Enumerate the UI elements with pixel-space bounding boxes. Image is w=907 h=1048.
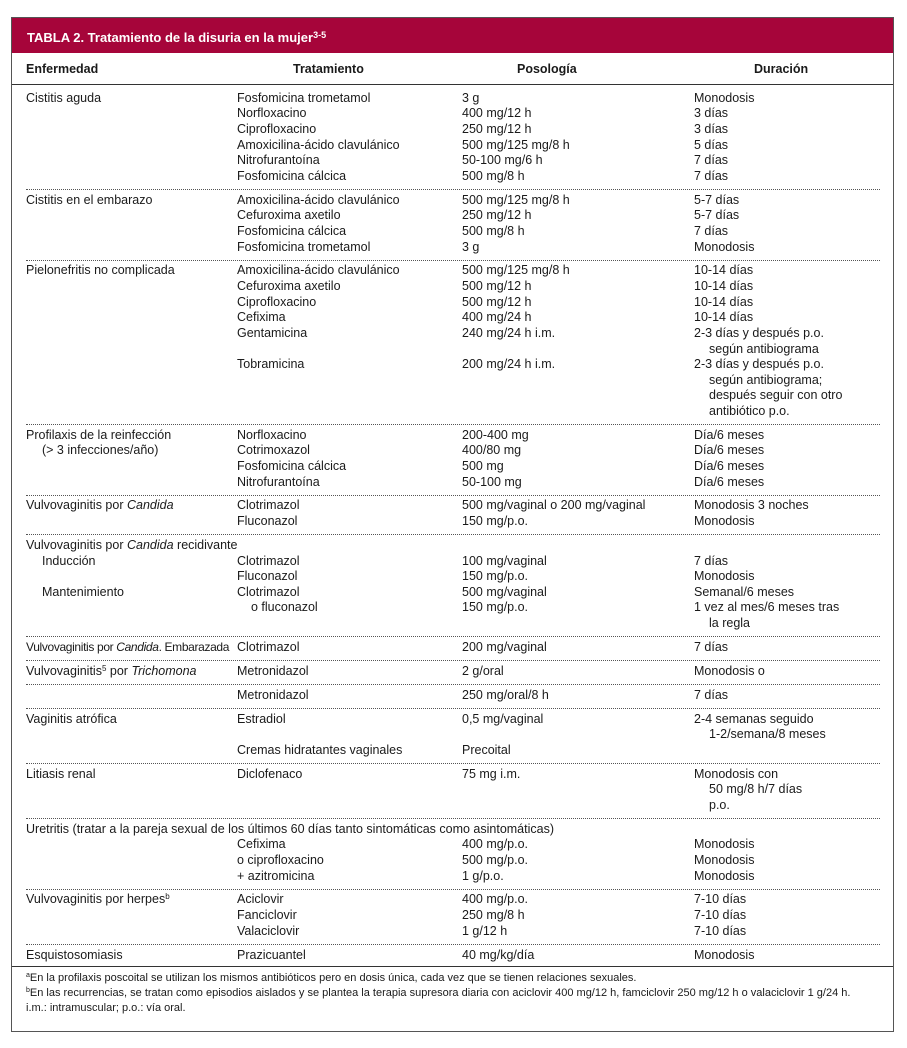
cell-tratamiento: Gentamicina xyxy=(237,326,308,340)
cell-enfermedad: Vulvovaginitis$^5$ por Trichomona xyxy=(26,664,197,678)
cell-tratamiento: Cremas hidratantes vaginales xyxy=(237,743,403,757)
row-separator xyxy=(26,708,880,709)
cell-duracion: según antibiograma xyxy=(709,342,819,356)
row-separator xyxy=(26,189,880,190)
header-enfermedad: Enfermedad xyxy=(26,62,99,76)
cell-tratamiento: Fosfomicina cálcica xyxy=(237,224,347,238)
cell-duracion: después seguir con otro xyxy=(709,388,843,402)
cell-posologia: 500 mg/vaginal o 200 mg/vaginal xyxy=(462,498,646,512)
row-separator xyxy=(26,660,880,661)
cell-posologia: 500 mg/12 h xyxy=(462,279,532,293)
cell-duracion: 1-2/semana/8 meses xyxy=(709,727,826,741)
cell-enfermedad: Vulvovaginitis por Candida recidivante xyxy=(26,538,238,552)
cell-tratamiento: Ciprofloxacino xyxy=(237,295,317,309)
cell-duracion: 50 mg/8 h/7 días xyxy=(709,782,803,796)
cell-tratamiento: Nitrofurantoína xyxy=(237,475,320,489)
cell-duracion: Monodosis xyxy=(694,91,755,105)
cell-tratamiento: Prazicuantel xyxy=(237,948,306,962)
cell-posologia: 40 mg/kg/día xyxy=(462,948,535,962)
cell-enfermedad-sub: Inducción xyxy=(42,554,96,568)
cell-tratamiento: Cefuroxima axetilo xyxy=(237,208,341,222)
cell-posologia: 400 mg/p.o. xyxy=(462,892,529,906)
table-frame xyxy=(11,17,894,1032)
cell-posologia: 400/80 mg xyxy=(462,443,522,457)
cell-posologia: 250 mg/12 h xyxy=(462,208,532,222)
cell-posologia: 3 g xyxy=(462,240,480,254)
cell-duracion: Monodosis con xyxy=(694,767,779,781)
cell-tratamiento: Clotrimazol xyxy=(237,640,300,654)
cell-enfermedad-italic: Candida xyxy=(126,498,174,512)
cell-duracion: 1 vez al mes/6 meses tras xyxy=(694,600,840,614)
cell-duracion: Monodosis xyxy=(694,569,755,583)
cell-duracion: Monodosis xyxy=(694,948,755,962)
header-duracion: Duración xyxy=(754,62,809,76)
cell-enfermedad: Vaginitis atrófica xyxy=(26,712,117,726)
cell-posologia: 150 mg/p.o. xyxy=(462,600,529,614)
cell-posologia: 500 mg/125 mg/8 h xyxy=(462,263,570,277)
cell-posologia: 500 mg/p.o. xyxy=(462,853,529,867)
cell-posologia: 75 mg i.m. xyxy=(462,767,521,781)
cell-posologia: 250 mg/12 h xyxy=(462,122,532,136)
cell-enfermedad: Cistitis aguda xyxy=(26,91,102,105)
row-separator xyxy=(26,889,880,890)
cell-duracion: Monodosis xyxy=(694,514,755,528)
cell-duracion: 7 días xyxy=(694,640,729,654)
cell-duracion: antibiótico p.o. xyxy=(709,404,790,418)
table-title-sup: 3-5 xyxy=(313,30,327,40)
cell-tratamiento: Clotrimazol xyxy=(237,554,300,568)
cell-posologia: 500 mg/125 mg/8 h xyxy=(462,138,570,152)
row-separator xyxy=(26,684,880,685)
cell-duracion: Día/6 meses xyxy=(694,428,765,442)
cell-duracion: Día/6 meses xyxy=(694,459,765,473)
cell-enfermedad-italic: Candida xyxy=(126,538,174,552)
cell-duracion: Día/6 meses xyxy=(694,475,765,489)
cell-duracion: 3 días xyxy=(694,122,729,136)
cell-posologia: Precoital xyxy=(462,743,511,757)
cell-posologia: 2 g/oral xyxy=(462,664,504,678)
cell-posologia: 500 mg xyxy=(462,459,504,473)
cell-tratamiento: Fosfomicina cálcica xyxy=(237,169,347,183)
cell-posologia: 1 g/12 h xyxy=(462,924,508,938)
cell-posologia: 50-100 mg xyxy=(462,475,522,489)
footnote-marker: b xyxy=(26,987,30,994)
cell-tratamiento: Metronidazol xyxy=(237,688,309,702)
cell-posologia: 150 mg/p.o. xyxy=(462,569,529,583)
cell-duracion: 2-3 días y después p.o. xyxy=(694,357,824,371)
cell-enfermedad: Cistitis en el embarazo xyxy=(26,193,153,207)
cell-tratamiento: Fosfomicina trometamol xyxy=(237,240,371,254)
cell-tratamiento: Nitrofurantoína xyxy=(237,153,320,167)
row-separator xyxy=(26,424,880,425)
cell-tratamiento: Clotrimazol xyxy=(237,498,300,512)
footnote: $^a$En la profilaxis poscoital se utilizan los mismos antibióticos pero en dosis única, cada vez que se tienen relaciones sexuales. xyxy=(26,972,637,984)
cell-posologia: 500 mg/vaginal xyxy=(462,585,547,599)
cell-enfermedad-sub: Mantenimiento xyxy=(42,585,124,599)
row-separator xyxy=(26,636,880,637)
footnote: $^b$En las recurrencias, se tratan como episodios aislados y se plantea la terapia supresora diaria con aciclovir 400 mg/12 h, famciclovir 250 mg/12 h o valaciclovir 1 g/24 h. xyxy=(26,987,851,999)
cell-posologia: 500 mg/8 h xyxy=(462,224,525,238)
cell-duracion: 7-10 días xyxy=(694,924,747,938)
cell-posologia: 200 mg/24 h i.m. xyxy=(462,357,556,371)
header-posologia: Posología xyxy=(517,62,577,76)
cell-posologia: 250 mg/oral/8 h xyxy=(462,688,549,702)
cell-posologia: 500 mg/8 h xyxy=(462,169,525,183)
cell-duracion: Monodosis 3 noches xyxy=(694,498,809,512)
cell-tratamiento: Fosfomicina trometamol xyxy=(237,91,371,105)
cell-duracion: 10-14 días xyxy=(694,295,754,309)
cell-duracion: Semanal/6 meses xyxy=(694,585,795,599)
cell-tratamiento: Fosfomicina cálcica xyxy=(237,459,347,473)
cell-tratamiento: Ciprofloxacino xyxy=(237,122,317,136)
cell-posologia: 240 mg/24 h i.m. xyxy=(462,326,556,340)
cell-tratamiento: o fluconazol xyxy=(251,600,318,614)
table-title xyxy=(12,18,893,53)
table-header xyxy=(12,53,893,85)
cell-duracion: 7-10 días xyxy=(694,892,747,906)
cell-duracion: 10-14 días xyxy=(694,263,754,277)
cell-enfermedad: Vulvovaginitis por Candida. Embarazada xyxy=(26,640,230,654)
cell-posologia: 200 mg/vaginal xyxy=(462,640,547,654)
cell-duracion: según antibiograma; xyxy=(709,373,823,387)
footnote-marker: a xyxy=(26,972,30,979)
row-separator xyxy=(26,260,880,261)
cell-duracion: 5-7 días xyxy=(694,208,740,222)
cell-posologia: 200-400 mg xyxy=(462,428,529,442)
cell-duracion: 2-4 semanas seguido xyxy=(694,712,814,726)
cell-tratamiento: Norfloxacino xyxy=(237,428,307,442)
cell-tratamiento: Valaciclovir xyxy=(237,924,300,938)
header-tratamiento: Tratamiento xyxy=(293,62,364,76)
cell-tratamiento: Fanciclovir xyxy=(237,908,297,922)
footnote: i.m.: intramuscular; p.o.: vía oral. xyxy=(26,1002,186,1014)
cell-tratamiento: Norfloxacino xyxy=(237,106,307,120)
row-separator xyxy=(26,763,880,764)
cell-duracion: Monodosis xyxy=(694,853,755,867)
cell-posologia: 3 g xyxy=(462,91,480,105)
cell-duracion: 7 días xyxy=(694,224,729,238)
cell-tratamiento: Cefuroxima axetilo xyxy=(237,279,341,293)
cell-duracion: 2-3 días y después p.o. xyxy=(694,326,824,340)
row-separator xyxy=(26,495,880,496)
cell-posologia: 100 mg/vaginal xyxy=(462,554,547,568)
cell-tratamiento: Amoxicilina-ácido clavulánico xyxy=(237,263,400,277)
cell-tratamiento: Amoxicilina-ácido clavulánico xyxy=(237,193,400,207)
cell-enfermedad-italic: Trichomona xyxy=(131,664,197,678)
row-separator xyxy=(26,818,880,819)
cell-posologia: 50-100 mg/6 h xyxy=(462,153,543,167)
cell-duracion: 3 días xyxy=(694,106,729,120)
row-separator xyxy=(26,944,880,945)
cell-duracion: Monodosis xyxy=(694,837,755,851)
cell-duracion: 7 días xyxy=(694,554,729,568)
cell-duracion: 10-14 días xyxy=(694,279,754,293)
cell-tratamiento: Tobramicina xyxy=(237,357,305,371)
cell-duracion: Monodosis xyxy=(694,240,755,254)
cell-tratamiento: o ciprofloxacino xyxy=(237,853,324,867)
cell-enfermedad: Vulvovaginitis por herpes$^b$ xyxy=(26,892,170,906)
cell-posologia: 250 mg/8 h xyxy=(462,908,525,922)
cell-enfermedad: Litiasis renal xyxy=(26,767,96,781)
cell-duracion: Día/6 meses xyxy=(694,443,765,457)
cell-tratamiento: Clotrimazol xyxy=(237,585,300,599)
cell-tratamiento: Cotrimoxazol xyxy=(237,443,310,457)
table-bottom-rule xyxy=(12,966,893,967)
cell-enfermedad: Esquistosomiasis xyxy=(26,948,123,962)
cell-tratamiento: Amoxicilina-ácido clavulánico xyxy=(237,138,400,152)
cell-enfermedad-sup: 5 xyxy=(101,664,107,673)
cell-duracion: 7 días xyxy=(694,688,729,702)
cell-duracion: 7 días xyxy=(694,169,729,183)
cell-enfermedad: Uretritis (tratar a la pareja sexual de los últimos 60 días tanto sintomáticas como asintomáticas) xyxy=(26,822,555,836)
cell-tratamiento: + azitromicina xyxy=(237,869,315,883)
cell-tratamiento: Metronidazol xyxy=(237,664,309,678)
cell-tratamiento: Cefixima xyxy=(237,310,286,324)
cell-duracion: Monodosis o xyxy=(694,664,765,678)
cell-duracion: p.o. xyxy=(709,798,730,812)
cell-duracion: la regla xyxy=(709,616,750,630)
cell-posologia: 500 mg/12 h xyxy=(462,295,532,309)
cell-posologia: 150 mg/p.o. xyxy=(462,514,529,528)
cell-duracion: 7 días xyxy=(694,153,729,167)
cell-tratamiento: Estradiol xyxy=(237,712,286,726)
cell-posologia: 0,5 mg/vaginal xyxy=(462,712,544,726)
cell-enfermedad-sup: b xyxy=(165,892,170,901)
cell-duracion: Monodosis xyxy=(694,869,755,883)
table-title-text: TABLA 2. Tratamiento de la disuria en la mujer xyxy=(27,30,314,45)
cell-tratamiento: Fluconazol xyxy=(237,569,298,583)
cell-duracion: 7-10 días xyxy=(694,908,747,922)
cell-duracion: 5 días xyxy=(694,138,729,152)
cell-posologia: 400 mg/p.o. xyxy=(462,837,529,851)
cell-enfermedad: Profilaxis de la reinfección xyxy=(26,428,172,442)
cell-posologia: 500 mg/125 mg/8 h xyxy=(462,193,570,207)
row-separator xyxy=(26,534,880,535)
cell-posologia: 400 mg/12 h xyxy=(462,106,532,120)
cell-tratamiento: Fluconazol xyxy=(237,514,298,528)
cell-tratamiento: Aciclovir xyxy=(237,892,284,906)
cell-tratamiento: Diclofenaco xyxy=(237,767,303,781)
cell-enfermedad-sub: (> 3 infecciones/año) xyxy=(42,443,159,457)
cell-posologia: 1 g/p.o. xyxy=(462,869,504,883)
cell-enfermedad: Pielonefritis no complicada xyxy=(26,263,175,277)
cell-enfermedad: Vulvovaginitis por Candida xyxy=(26,498,174,512)
cell-duracion: 5-7 días xyxy=(694,193,740,207)
cell-tratamiento: Cefixima xyxy=(237,837,286,851)
cell-posologia: 400 mg/24 h xyxy=(462,310,532,324)
cell-duracion: 10-14 días xyxy=(694,310,754,324)
cell-enfermedad-italic: Candida xyxy=(116,640,159,654)
